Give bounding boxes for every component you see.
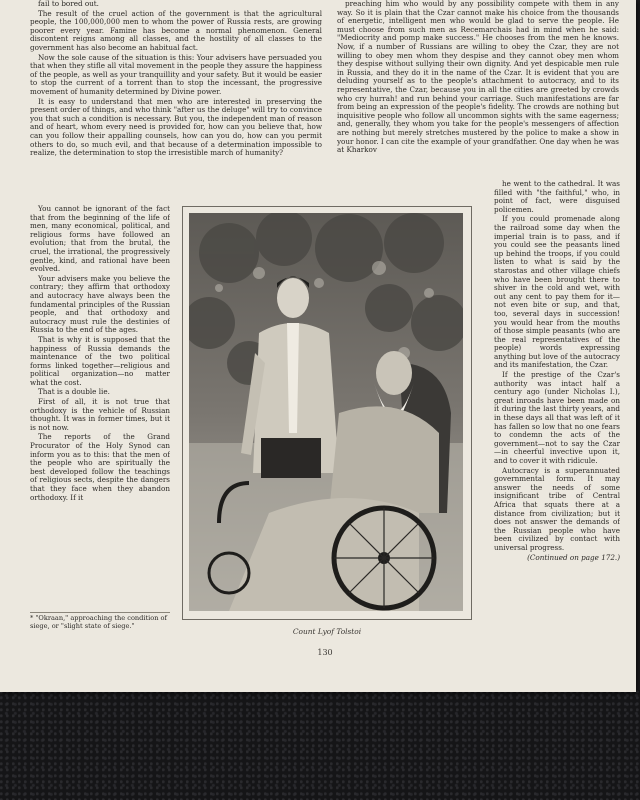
paragraph: The reports of the Grand Procurator of the Holy Synod can inform you as to this: that the men of the people who are spiritually the best developed follow the teachings of religious sects, despite the dangers that they face when they abandon orthodoxy. If it [30, 432, 170, 502]
paragraph: That is why it is supposed that the happiness of Russia demands the maintenance of the two political forms linked together—religious and political organization—no matter what the cost. [30, 334, 170, 387]
paragraph: Autocracy is a superannuated governmental form. It may answer the needs of some insignificant tribe of Central Africa that squats there at a distance from civilization; but it does not answer the demands of the Russian people who have been civilized by contact with universal progress. [494, 465, 620, 552]
portrait-photo [189, 213, 463, 611]
background-carpet [0, 690, 640, 800]
paragraph: If the prestige of the Czar's authority was intact half a century ago (under Nicholas I.), great inroads have been made on it during the last thirty years, and in these days all that was left of it has fallen so low that no one fears to condemn the acts of the government—not to say the Czar—in cheerful invective upon it, and to cover it with ridicule. [494, 370, 620, 465]
paragraph: preaching him who would by any possibility compete with them in any way. So it is plain that the Czar cannot make his choice from the thousands of energetic, intelligent men who would be glad to serve the people. He must choose from such men as Recemarchais had in mind when he said: "Mediocrity and pomp make success." He chooses from the men he knows. Now, if a number of Russians are willing to obey the Czar, they are not willing to obey men whom they despise and they cannot obey men whom they despise without sullying their own dignity. And yet despicable men rule in Russia, and they do it in the name of the Czar. It is evident that you are deluding yourself as to the people's attachment to autocracy, and to its representative, the Czar, because you in all the cities are greeted by crowds who cry hurrah! and run behind your carriage. Such manifestations are far from being an expression of the people's fidelity. The crowds are nothing but inquisitive people who follow all uncommon sights with the same eagerness; and, generally, they whom you take for the people's messengers of affection are nothing but merely stretches mustered by the police to make a show in your honor. I can cite the example of your grandfather. One day when he was at Kharkov [337, 0, 619, 155]
article-column-right-narrow [494, 180, 620, 642]
continued-notice: (Continued on page 172.) [527, 552, 620, 562]
paragraph: he went to the cathedral. It was filled with "the faithful," who, in point of fact, were disguised policemen. [494, 180, 620, 214]
footnote: * "Okraan," approaching the condition of siege, or "slight state of siege." [30, 612, 170, 631]
paragraph: First of all, it is not true that orthodoxy is the vehicle of Russian thought. It was in former times, but it is not now. [30, 397, 170, 432]
paragraph: That is a double lie. [38, 387, 110, 397]
paragraph: fail to bored out. [38, 0, 99, 8]
photo-caption: Count Lyof Tolstoi [292, 627, 362, 636]
paragraph: If you could promenade along the railroad some day when the imperial train is to pass, and if you could see the peasants lined up behind the troops, if you could listen to what is said by the starostas and other village chiefs who have been brought there to shiver in the cold and wet, with out any cent to pay them for it—not even bite or sup, and that, too, several days in succession! you would hear from the mouths of those simple peasants (who are the real representatives of the people) words expressing anything but love of the autocracy and its manifestation, the Czar. [494, 214, 620, 370]
paragraph: It is easy to understand that men who are interested in preserving the present order of things, and who think "after us the deluge" will try to convince you that such a condition is necessary. But you, the independent man of reason and of heart, whom every need is provided for, how can you believe that, how can you follow their appalling counsels, how can you do, how can you permit others to do, so much evil, and that because of a determination impossible to realize, the determination to stop the irresistible march of humanity? [30, 96, 322, 158]
paragraph: The result of the cruel action of the government is that the agricultural people, the 100,000,000 men to whom the power of Russia rests, are growing poorer every year. Famine has become a normal phenomenon. General discontent reigns among all classes, and the hostility of all classes to the government has also become an habitual fact. [30, 8, 322, 52]
article-column-left-narrow [30, 205, 170, 629]
paragraph: Your advisers make you believe the contrary; they affirm that orthodoxy and autocracy have always been the fundamental principles of the Russian people, and that orthodoxy and autocracy must rule the destinies of Russia to the end of the ages. [30, 273, 170, 335]
paragraph: You cannot be ignorant of the fact that from the beginning of the life of men, many economical, political, and religious forms have followed an evolution; that from the brutal, the cruel, the irrational, the progressively gentle, kind, and rational have been evolved. [30, 205, 170, 274]
paragraph: Now the sole cause of the situation is this: Your advisers have persuaded you that when they stifle all vital movement in the people they assure the happiness of the people, as well as your tranquillity and your safety. But it would be easier to stop the current of a torrent than to stop the incessant, the progressive movement of humanity determined by Divine power. [30, 52, 322, 96]
photo-frame [182, 206, 472, 620]
page-number: 130 [317, 648, 333, 657]
article-column-right-top [337, 0, 619, 205]
article-column-left-top [30, 0, 322, 205]
